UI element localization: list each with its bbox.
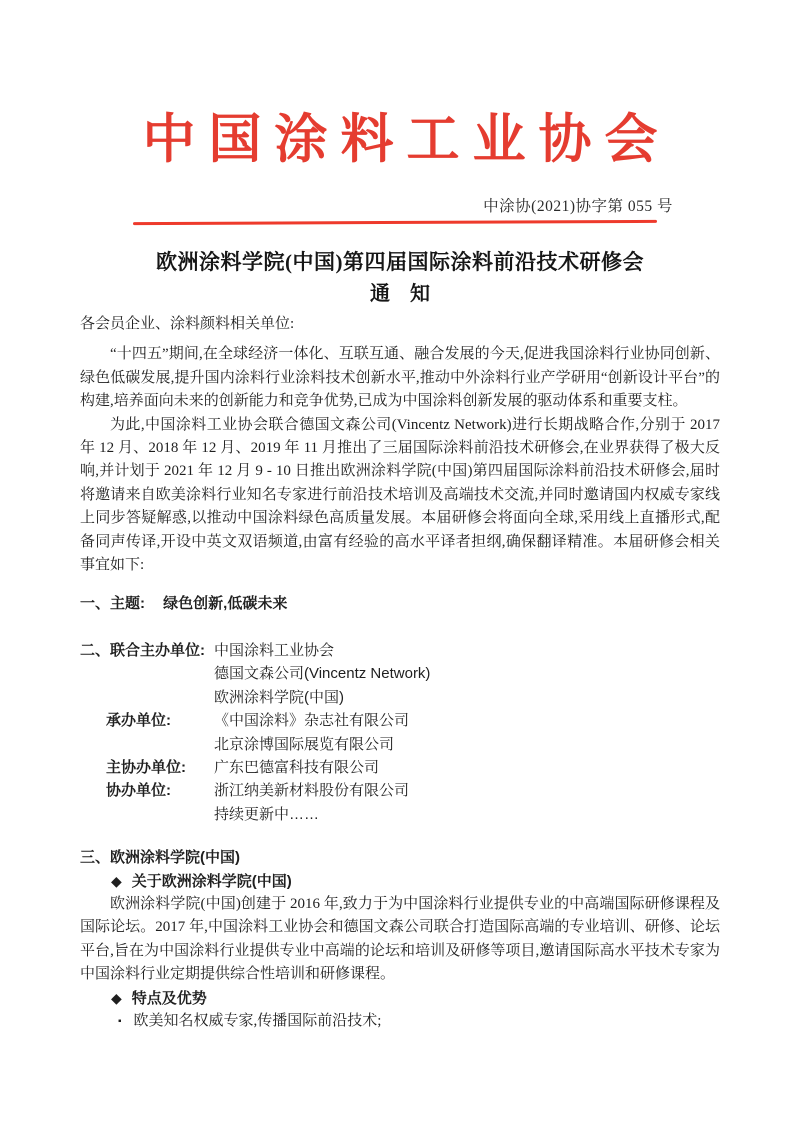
notice-title: 欧洲涂料学院(中国)第四届国际涂料前沿技术研修会 — [156, 250, 644, 274]
section-organizers — [80, 639, 720, 826]
organizer-label — [80, 686, 214, 709]
organizer-value: 广东巴德富科技有限公司 — [214, 758, 380, 776]
organizer-label: 承办单位: — [106, 712, 171, 730]
letterhead-divider-line — [133, 220, 657, 225]
organizer-label — [80, 662, 214, 685]
organizer-row — [80, 779, 720, 802]
organizer-value: 浙江纳美新材料股份有限公司 — [214, 782, 410, 800]
organizer-label — [80, 803, 214, 826]
organizer-row — [80, 639, 720, 662]
letterhead-org-name: 中国涂料工业协会 — [142, 111, 671, 169]
organizer-label — [80, 733, 214, 756]
organizer-row — [80, 803, 720, 826]
organizer-label: 主协办单位: — [106, 758, 186, 776]
feature-item-text: 欧美知名权威专家,传播国际前沿技术; — [133, 1012, 382, 1029]
section-theme-value: 绿色创新,低碳未来 — [163, 595, 288, 613]
organizer-value: 欧洲涂料学院(中国) — [214, 688, 344, 706]
diamond-bullet-icon: ◆ — [111, 989, 122, 1006]
organizer-label: 协办单位: — [106, 782, 171, 800]
intro-paragraph-2: 为此,中国涂料工业协会联合德国文森公司(Vincentz Network)进行长期战略合作,分别于 2017 年 12 月、2018 年 12 月、2019 年 11 月推出了三届国际涂料前沿技术研修会,在业界获得了极大反响,并计划于 2021 年 12 月 9 - 10 日推出欧洲涂料学院(中国)第四届国际涂料前沿技术研修会,届时将邀请来自欧美涂料行业知名专家进行前沿技术培训及高端技术交流,并同时邀请国内权威专家线上同步答疑解惑,以推动中国涂料绿色高质量发展。本届研修会将面向全球,采用线上直播形式,配备同声传译,开设中英文双语频道,由富有经验的高水平译者担纲,确保翻译精准。本届研修会相关事宜如下: — [80, 416, 720, 574]
organizer-value: 《中国涂料》杂志社有限公司 — [214, 712, 410, 730]
organizer-value: 中国涂料工业协会 — [214, 641, 335, 659]
organizer-label: 二、联合主办单位: — [80, 641, 205, 659]
organizer-row — [80, 709, 720, 732]
doc-number: 中涂协(2021)协字第 055 号 — [483, 198, 673, 215]
organizer-value: 北京涂博国际展览有限公司 — [214, 735, 395, 753]
section-academy-heading: 三、欧洲涂料学院(中国) — [80, 849, 240, 867]
notice-body — [80, 313, 720, 1033]
salutation: 各会员企业、涂料颜料相关单位: — [80, 316, 295, 332]
organizer-row — [80, 662, 720, 685]
section-academy — [80, 846, 720, 1033]
organizer-value: 持续更新中…… — [214, 805, 320, 823]
square-bullet-icon: ▪ — [118, 1015, 122, 1027]
organizer-row — [80, 686, 720, 709]
section-theme — [80, 592, 720, 615]
academy-about-paragraph: 欧洲涂料学院(中国)创建于 2016 年,致力于为中国涂料行业提供专业的中高端国际研修课程及国际论坛。2017 年,中国涂料工业协会和德国文森公司联合打造国际高端的专业培训、研修、论坛平台,旨在为中国涂料行业提供专业中高端的论坛和培训及研修等项目,邀请国际高水平技术专家为中国涂料行业定期提供综合性培训和研修课程。 — [80, 895, 720, 983]
academy-about-heading — [80, 870, 720, 893]
notice-subtitle: 通 知 — [370, 283, 430, 305]
academy-about-heading-text: 关于欧洲涂料学院(中国) — [131, 872, 292, 890]
organizer-row — [80, 756, 720, 779]
intro-paragraph-1: “十四五”期间,在全球经济一体化、互联互通、融合发展的今天,促进我国涂料行业协同创新、绿色低碳发展,提升国内涂料行业涂料技术创新水平,推动中外涂料行业产学研用“创新设计平台”的构建,培养面向未来的创新能力和竞争优势,已成为中国涂料创新发展的驱动体系和重要支柱。 — [80, 346, 720, 410]
diamond-bullet-icon: ◆ — [111, 872, 122, 889]
organizer-value: 德国文森公司(Vincentz Network) — [214, 665, 431, 683]
organizer-row — [80, 733, 720, 756]
feature-list-item — [80, 1010, 720, 1033]
academy-features-heading — [80, 987, 720, 1010]
academy-features-heading-text: 特点及优势 — [131, 989, 207, 1007]
section-theme-label: 一、主题: — [80, 595, 145, 613]
